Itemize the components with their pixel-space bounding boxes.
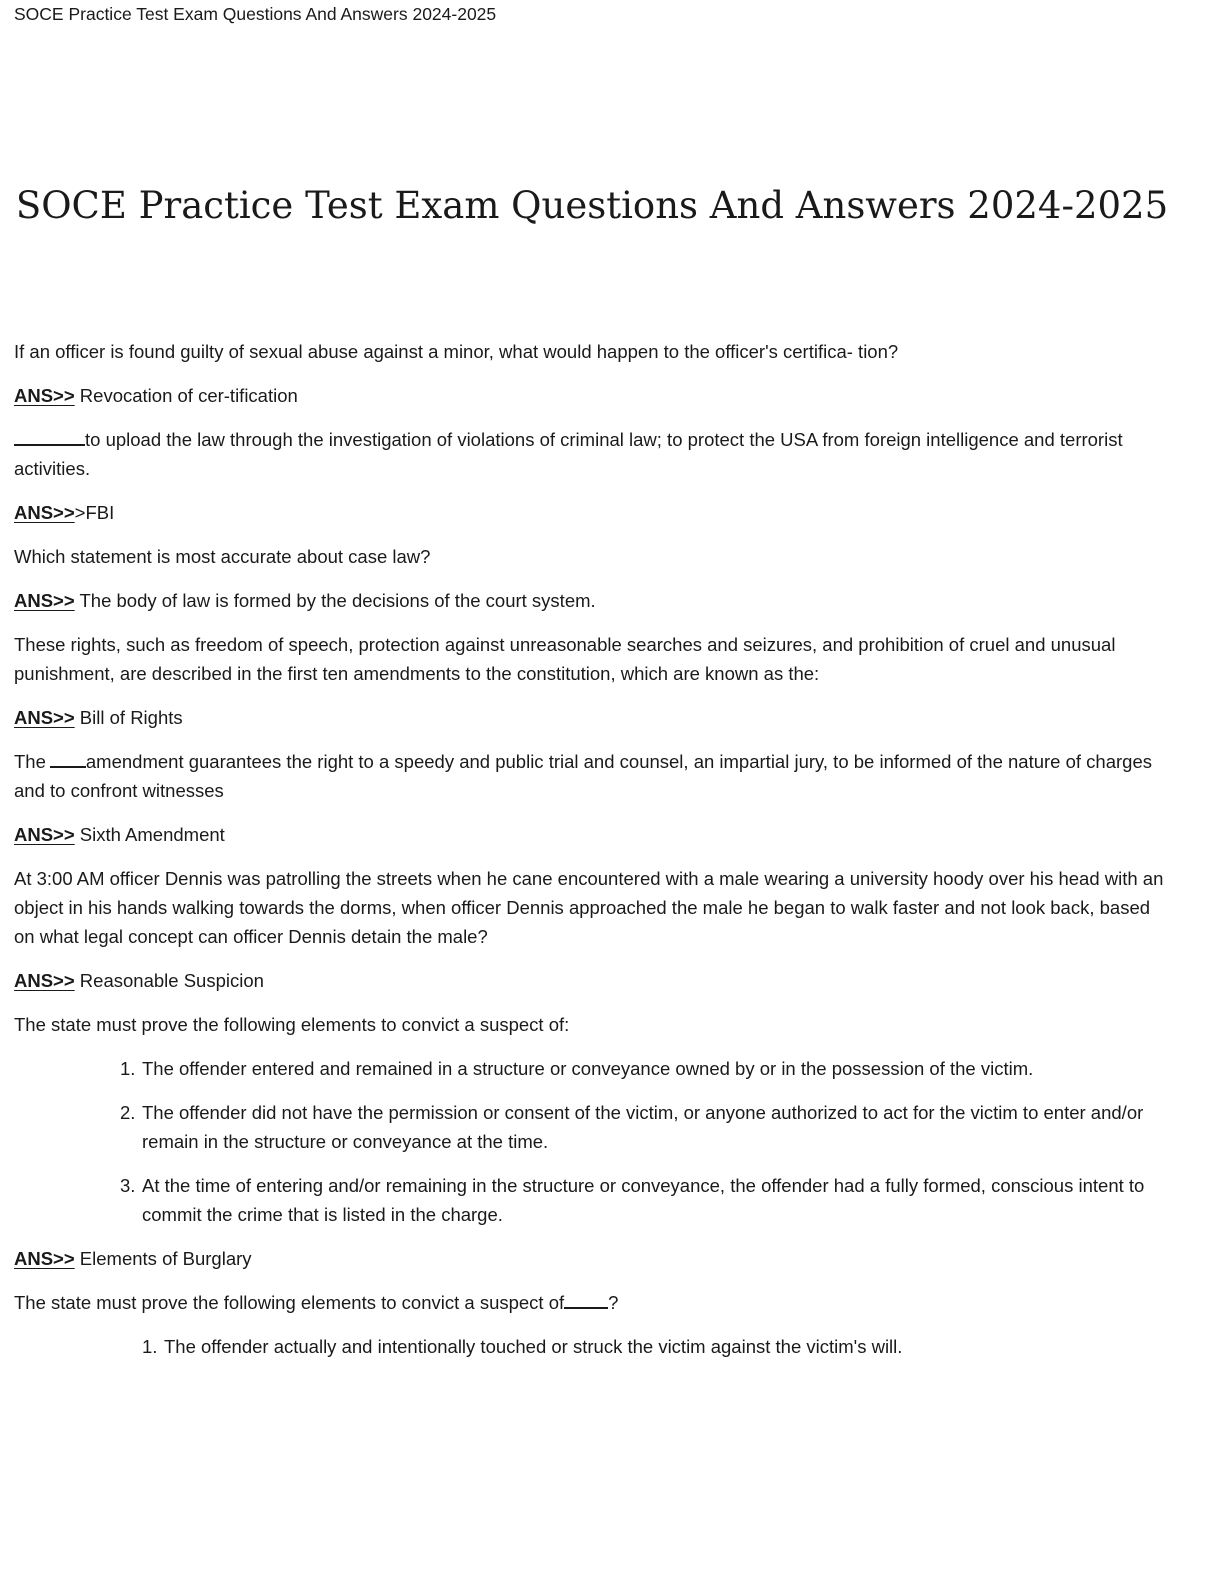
fill-in-blank xyxy=(50,747,86,768)
ans-label: ANS>> xyxy=(14,970,75,991)
question-8 xyxy=(14,1288,1174,1317)
answer-text: The body of law is formed by the decisions of the court system. xyxy=(74,590,596,611)
list-item xyxy=(14,1054,1174,1083)
question-text: ? xyxy=(608,1292,619,1313)
list-item-text: The offender did not have the permission or consent of the victim, or anyone authorized to act for the victim to enter and/or remain in the structure or conveyance at the time. xyxy=(142,1102,1144,1152)
answer-text: Revocation of cer-tification xyxy=(74,385,298,406)
ans-label: ANS>> xyxy=(14,824,75,845)
ans-label: ANS>> xyxy=(14,707,75,728)
answer-3 xyxy=(14,586,1174,615)
answer-text: Elements of Burglary xyxy=(74,1248,252,1269)
fill-in-blank xyxy=(14,425,85,446)
answer-2 xyxy=(14,498,1174,527)
running-header: SOCE Practice Test Exam Questions And Answers 2024-2025 xyxy=(14,4,497,24)
answer-text: Reasonable Suspicion xyxy=(74,970,264,991)
list-number: 2. xyxy=(120,1102,136,1123)
answer-5 xyxy=(14,820,1174,849)
list-number: 3. xyxy=(120,1175,136,1196)
answer-text: >FBI xyxy=(74,502,115,523)
question-1: If an officer is found guilty of sexual abuse against a minor, what would happen to the officer's certifica- tion? xyxy=(14,341,899,362)
ans-label: ANS>> xyxy=(14,502,75,523)
elements-list xyxy=(14,1332,1174,1361)
answer-1 xyxy=(14,381,1174,410)
list-number: 1. xyxy=(120,1058,136,1079)
list-item-text: The offender actually and intentionally touched or struck the victim against the victim's will. xyxy=(164,1336,903,1357)
list-item-text: The offender entered and remained in a structure or conveyance owned by or in the possession of the victim. xyxy=(142,1058,1034,1079)
answer-text: Bill of Rights xyxy=(74,707,183,728)
ans-label: ANS>> xyxy=(14,1248,75,1269)
question-text: The xyxy=(14,751,46,772)
question-4: These rights, such as freedom of speech, protection against unreasonable searches and seizures, and prohibition of cruel and unusual punishment, are described in the first ten amendments to the constitution, which are known as the: xyxy=(14,634,1116,684)
page-title: SOCE Practice Test Exam Questions And Answers 2024-2025 xyxy=(15,184,1169,227)
question-7: The state must prove the following elements to convict a suspect of: xyxy=(14,1014,570,1035)
fill-in-blank xyxy=(564,1288,608,1309)
ans-label: ANS>> xyxy=(14,385,75,406)
answer-text: Sixth Amendment xyxy=(74,824,225,845)
question-3: Which statement is most accurate about case law? xyxy=(14,546,431,567)
list-item xyxy=(14,1171,1174,1229)
answer-4 xyxy=(14,703,1174,732)
question-text: to upload the law through the investigation of violations of criminal law; to protect the USA from foreign intelligence and terrorist activities. xyxy=(14,429,1123,479)
question-text: The state must prove the following elements to convict a suspect of xyxy=(14,1292,565,1313)
question-6: At 3:00 AM officer Dennis was patrolling the streets when he cane encountered with a male wearing a university hoody over his head with an object in his hands walking towards the dorms, when officer Dennis approached the male he began to walk faster and not look back, based on what legal concept can officer Dennis detain the male? xyxy=(14,868,1164,947)
question-text: amendment guarantees the right to a speedy and public trial and counsel, an impartial jury, to be informed of the nature of charges and to confront witnesses xyxy=(14,751,1152,801)
answer-6 xyxy=(14,966,1174,995)
list-item-text: At the time of entering and/or remaining in the structure or conveyance, the offender had a fully formed, conscious intent to commit the crime that is listed in the charge. xyxy=(142,1175,1145,1225)
list-item xyxy=(14,1332,1174,1361)
ans-label: ANS>> xyxy=(14,590,75,611)
qa-content xyxy=(14,337,1174,1376)
list-number: 1. xyxy=(142,1336,158,1357)
question-2 xyxy=(14,425,1174,483)
elements-list xyxy=(14,1054,1174,1229)
question-5 xyxy=(14,747,1174,805)
answer-7 xyxy=(14,1244,1174,1273)
list-item xyxy=(14,1098,1174,1156)
